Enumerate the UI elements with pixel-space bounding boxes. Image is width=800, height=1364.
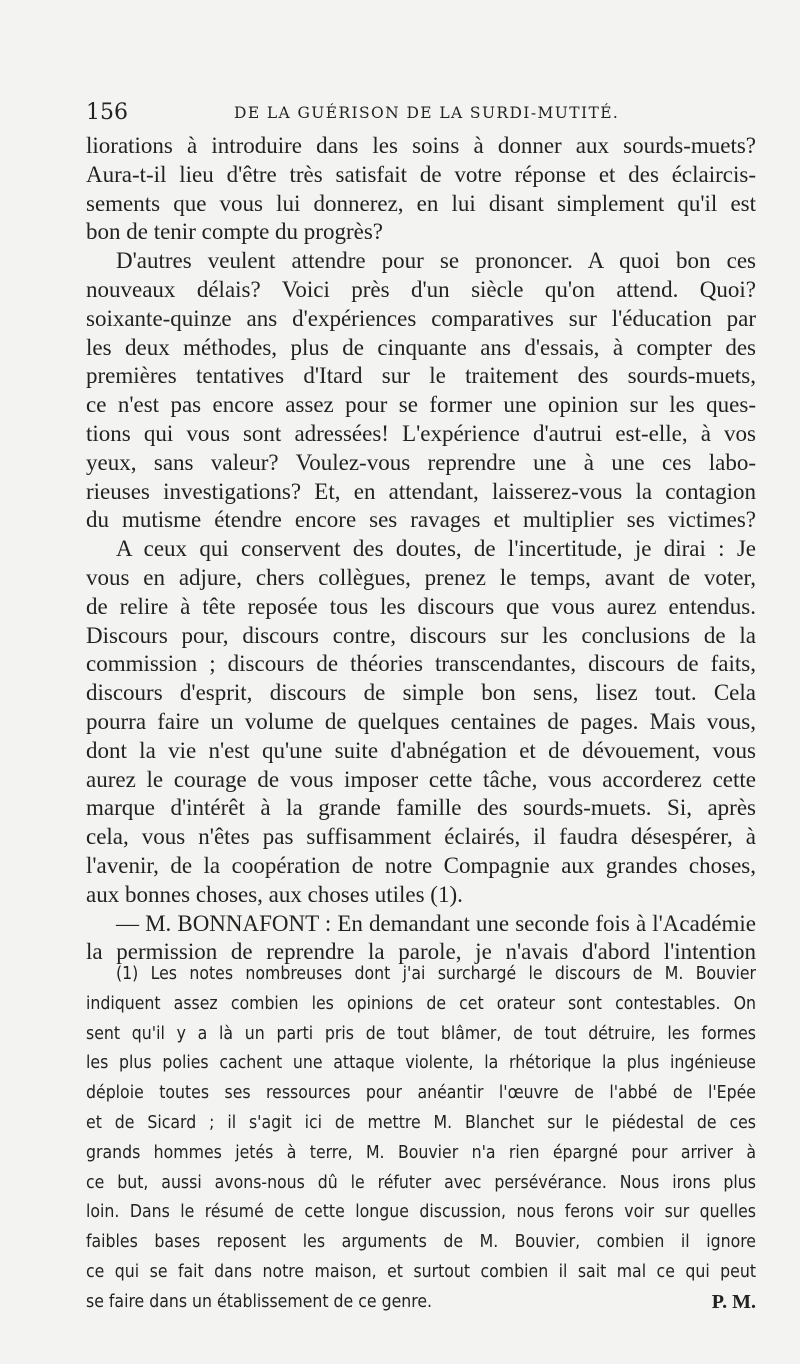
page-header	[86, 100, 756, 130]
footnote-line: grands hommes jetés à terre, M. Bouvier n'a rien épargné pour arriver à	[86, 1142, 756, 1163]
footnote-line: faibles bases reposent les arguments de M. Bouvier, combien il ignore	[86, 1232, 756, 1253]
footnote-line: ce qui se fait dans notre maison, et surtout combien il sait mal ce qui peut	[86, 1261, 756, 1282]
body-line: aux bonnes choses, aux choses utiles (1).	[86, 881, 463, 907]
body-line: rieuses investigations? Et, en attendant, laisserez-vous la contagion	[86, 478, 756, 504]
running-title: DE LA GUÉRISON DE LA SURDI-MUTITÉ.	[234, 104, 620, 122]
footnote	[86, 960, 756, 1318]
body-line: tions qui vous sont adressées! L'expérience d'autrui est-elle, à vos	[86, 420, 756, 446]
footnote-line: se faire dans un établissement de ce genre.	[86, 1291, 433, 1312]
body-line: soixante-quinze ans d'expériences comparatives sur l'éducation par	[86, 305, 756, 331]
body-line: premières tentatives d'Itard sur le traitement des sourds-muets,	[86, 363, 756, 389]
body-line: la permission de reprendre la parole, je n'avais d'abord l'intention	[86, 939, 756, 965]
page-number: 156	[86, 100, 128, 125]
body-line: du mutisme étendre encore ses ravages et multiplier ses victimes?	[86, 507, 756, 533]
footnote-line: (1) Les notes nombreuses dont j'ai surchargé le discours de M. Bouvier	[116, 964, 756, 984]
body-line: vous en adjure, chers collègues, prenez le temps, avant de voter,	[86, 564, 756, 590]
body-line: yeux, sans valeur? Voulez-vous reprendre une à une ces labo-	[86, 449, 756, 475]
body-line: Aura-t-il lieu d'être très satisfait de votre réponse et des éclaircis-	[86, 161, 756, 187]
body-line: nouveaux délais? Voici près d'un siècle qu'on attend. Quoi?	[86, 276, 756, 302]
body-line: bon de tenir compte du progrès?	[86, 219, 383, 245]
body-line: A ceux qui conservent des doutes, de l'incertitude, je dirai : Je	[116, 536, 756, 562]
footnote-last-line	[86, 1288, 756, 1318]
body-line: — M. BONNAFONT : En demandant une seconde fois à l'Académie	[116, 910, 756, 936]
footnote-line: sent qu'il y a là un parti pris de tout blâmer, de tout détruire, les formes	[86, 1023, 756, 1044]
footnote-line: ce but, aussi avons-nous dû le réfuter avec persévérance. Nous irons plus	[86, 1172, 756, 1193]
body-line: l'avenir, de la coopération de notre Compagnie aux grandes choses,	[86, 852, 756, 878]
body-line: de relire à tête reposée tous les discours que vous aurez entendus.	[86, 593, 756, 619]
body-line: Discours pour, discours contre, discours sur les conclusions de la	[86, 622, 756, 648]
body-line: marque d'intérêt à la grande famille des sourds-muets. Si, après	[86, 795, 756, 821]
body-text	[86, 132, 756, 967]
footnote-line: loin. Dans le résumé de cette longue discussion, nous ferons voir sur quelles	[86, 1202, 756, 1223]
body-line: D'autres veulent attendre pour se prononcer. A quoi bon ces	[116, 248, 756, 274]
body-line: aurez le courage de vous imposer cette tâche, vous accorderez cette	[86, 766, 756, 792]
body-line: pourra faire un volume de quelques centaines de pages. Mais vous,	[86, 708, 756, 734]
body-line: sements que vous lui donnerez, en lui disant simplement qu'il est	[86, 190, 756, 216]
body-line: commission ; discours de théories transcendantes, discours de faits,	[86, 651, 756, 677]
body-line: dont la vie n'est qu'une suite d'abnégation et de dévouement, vous	[86, 737, 756, 763]
body-line: ce n'est pas encore assez pour se former une opinion sur les ques-	[86, 392, 756, 418]
footnote-signature: P. M.	[711, 1290, 756, 1313]
body-line: cela, vous n'êtes pas suffisamment éclairés, il faudra désespérer, à	[86, 824, 756, 850]
footnote-line: indiquent assez combien les opinions de cet orateur sont contestables. On	[86, 993, 756, 1014]
footnote-line: les plus polies cachent une attaque violente, la rhétorique la plus ingénieuse	[86, 1053, 756, 1074]
body-line: discours d'esprit, discours de simple bon sens, lisez tout. Cela	[86, 680, 756, 706]
footnote-line: déploie toutes ses ressources pour anéantir l'œuvre de l'abbé de l'Epée	[86, 1083, 756, 1104]
footnote-line: et de Sicard ; il s'agit ici de mettre M. Blanchet sur le piédestal de ces	[86, 1112, 756, 1133]
body-line: liorations à introduire dans les soins à donner aux sourds-muets?	[86, 133, 756, 158]
body-line: les deux méthodes, plus de cinquante ans d'essais, à compter des	[86, 334, 756, 360]
